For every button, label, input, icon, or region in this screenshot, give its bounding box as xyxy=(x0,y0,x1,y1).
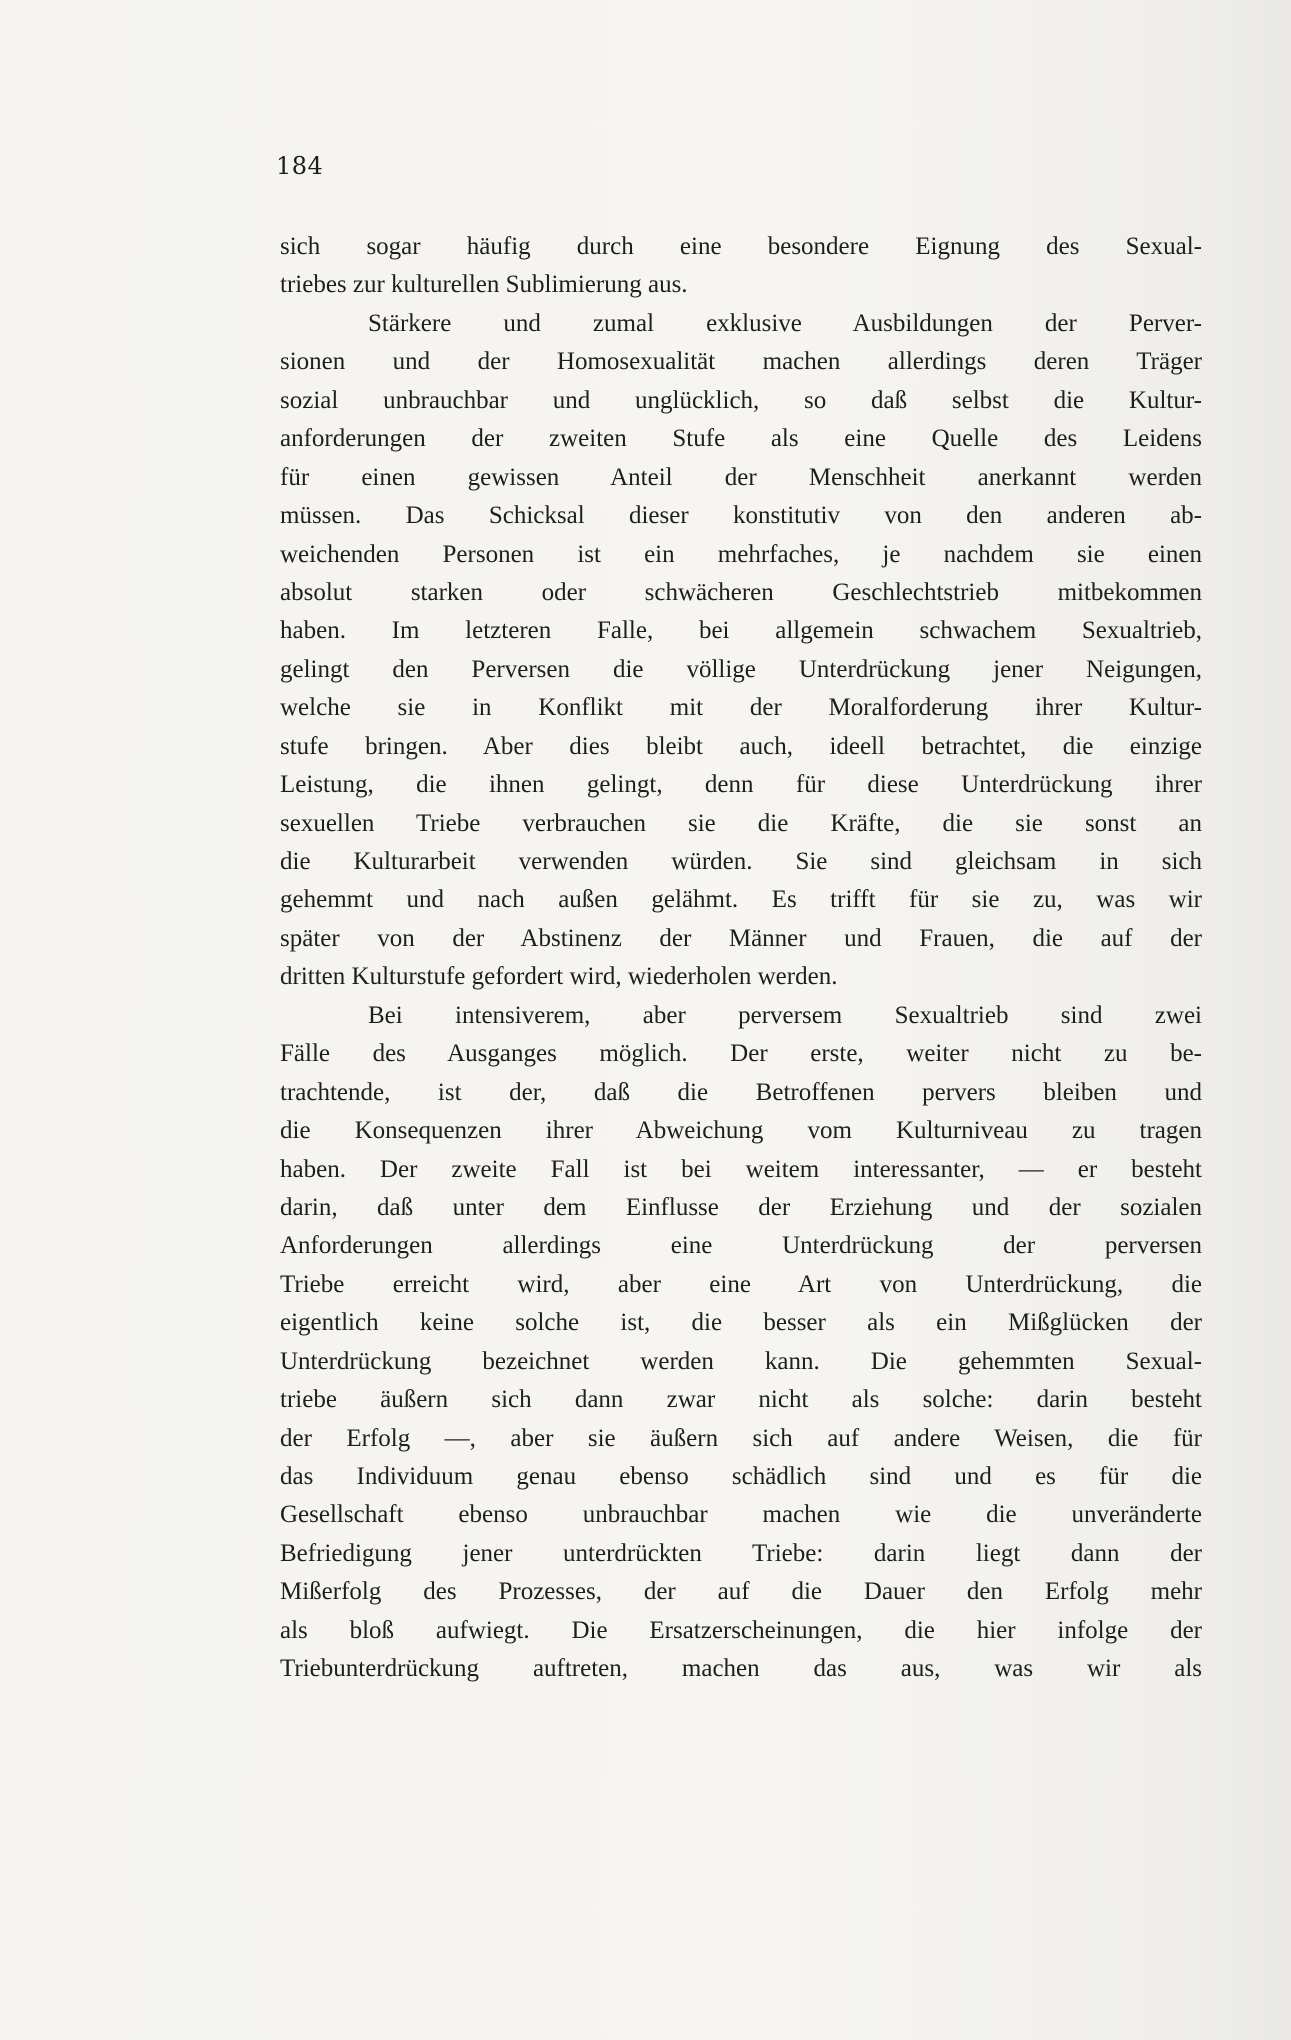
text-line: Mißerfolg des Prozesses, der auf die Dauer den Erfolg mehr xyxy=(280,1578,1202,1606)
paragraph-1 xyxy=(280,228,1202,305)
text-line: Befriedigung jener unterdrückten Triebe: darin liegt dann der xyxy=(280,1539,1202,1567)
text-line: stufe bringen. Aber dies bleibt auch, ideell betrachtet, die einzige xyxy=(280,732,1202,760)
text-line: dritten Kulturstufe gefordert wird, wiederholen werden. xyxy=(280,963,838,991)
text-line: sexuellen Triebe verbrauchen sie die Kräfte, die sie sonst an xyxy=(280,809,1202,837)
text-line: Gesellschaft ebenso unbrauchbar machen wie die unveränderte xyxy=(280,1501,1202,1529)
text-line: gelingt den Perversen die völlige Unterdrückung jener Neigungen, xyxy=(280,655,1202,683)
text-line: welche sie in Konflikt mit der Moralforderung ihrer Kultur- xyxy=(280,694,1202,722)
text-line: Fälle des Ausganges möglich. Der erste, weiter nicht zu be- xyxy=(280,1040,1202,1068)
text-line: gehemmt und nach außen gelähmt. Es trifft für sie zu, was wir xyxy=(280,886,1202,914)
text-line: sozial unbrauchbar und unglücklich, so daß selbst die Kultur- xyxy=(280,386,1202,414)
text-line: eigentlich keine solche ist, die besser als ein Mißglücken der xyxy=(280,1309,1202,1337)
text-line: für einen gewissen Anteil der Menschheit anerkannt werden xyxy=(280,463,1202,491)
text-line: später von der Abstinenz der Männer und Frauen, die auf der xyxy=(280,924,1202,952)
text-line: der Erfolg —, aber sie äußern sich auf andere Weisen, die für xyxy=(280,1424,1202,1452)
text-line: Anforderungen allerdings eine Unterdrückung der perversen xyxy=(280,1232,1202,1260)
text-line: trachtende, ist der, daß die Betroffenen pervers bleiben und xyxy=(280,1078,1202,1106)
text-line: die Konsequenzen ihrer Abweichung vom Kulturniveau zu tragen xyxy=(280,1117,1202,1145)
text-line: Stärkere und zumal exklusive Ausbildungen der Perver- xyxy=(368,309,1202,337)
text-line: darin, daß unter dem Einflusse der Erziehung und der sozialen xyxy=(280,1193,1202,1221)
text-line: triebes zur kulturellen Sublimierung aus. xyxy=(280,271,688,299)
text-line: triebe äußern sich dann zwar nicht als solche: darin besteht xyxy=(280,1386,1202,1414)
text-line: die Kulturarbeit verwenden würden. Sie sind gleichsam in sich xyxy=(280,848,1202,875)
text-line: müssen. Das Schicksal dieser konstitutiv von den anderen ab- xyxy=(280,502,1202,530)
text-line: Bei intensiverem, aber perversem Sexualtrieb sind zwei xyxy=(368,1001,1202,1029)
text-line: anforderungen der zweiten Stufe als eine Quelle des Leidens xyxy=(280,425,1202,453)
text-line: das Individuum genau ebenso schädlich sind und es für die xyxy=(280,1463,1202,1490)
text-line: Leistung, die ihnen gelingt, denn für diese Unterdrückung ihrer xyxy=(280,771,1202,799)
text-line: Unterdrückung bezeichnet werden kann. Die gehemmten Sexual- xyxy=(280,1347,1202,1375)
text-line: Triebe erreicht wird, aber eine Art von Unterdrückung, die xyxy=(280,1270,1202,1298)
paragraph-2 xyxy=(280,305,1202,997)
page-number: 184 xyxy=(276,152,324,180)
text-line: absolut starken oder schwächeren Geschlechtstrieb mitbekommen xyxy=(280,578,1202,606)
text-line: als bloß aufwiegt. Die Ersatzerscheinungen, die hier infolge der xyxy=(280,1616,1202,1644)
text-line: sich sogar häufig durch eine besondere Eignung des Sexual- xyxy=(280,233,1202,260)
text-line: sionen und der Homosexualität machen allerdings deren Träger xyxy=(280,348,1202,376)
text-line: weichenden Personen ist ein mehrfaches, je nachdem sie einen xyxy=(280,540,1202,568)
text-line: haben. Im letzteren Falle, bei allgemein schwachem Sexualtrieb, xyxy=(280,617,1202,645)
text-line: haben. Der zweite Fall ist bei weitem interessanter, — er besteht xyxy=(280,1155,1202,1183)
body-text xyxy=(280,228,1202,1689)
paragraph-3 xyxy=(280,997,1202,1689)
text-line: Triebunterdrückung auftreten, machen das aus, was wir als xyxy=(280,1655,1202,1683)
